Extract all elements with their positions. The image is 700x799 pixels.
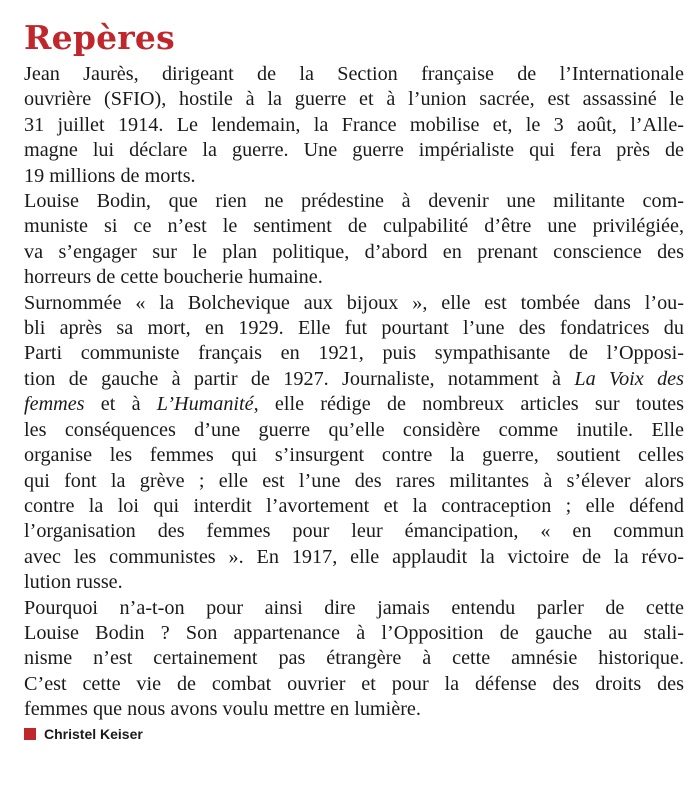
text-segment: 19 millions de morts. (24, 164, 196, 187)
text-segment: magne lui déclare la guerre. Une guerre impérialiste qui fera près de (24, 139, 684, 162)
text-line (24, 545, 684, 570)
text-line (24, 291, 684, 316)
text-line (24, 596, 684, 621)
text-segment: , elle rédige de nombreux articles sur toutes (253, 393, 684, 416)
text-line (24, 367, 684, 392)
text-line (24, 265, 684, 290)
italic-text: La Voix des (574, 367, 684, 390)
text-line (24, 418, 684, 443)
text-line (24, 621, 684, 646)
text-segment: ouvrière (SFIO), hostile à la guerre et à l’union sacrée, est assassiné le (24, 88, 684, 111)
text-line (24, 646, 684, 671)
text-line (24, 189, 684, 214)
text-line (24, 392, 684, 417)
text-line (24, 113, 684, 138)
text-segment: Louise Bodin ? Son appartenance à l’Opposition de gauche au stali- (24, 621, 684, 644)
text-segment: muniste si ce n’est le sentiment de culpabilité d’être une privilégiée, (24, 215, 684, 238)
text-line (24, 494, 684, 519)
text-segment: C’est cette vie de combat ouvrier et pour la défense des droits des (24, 672, 684, 695)
square-bullet-icon (24, 728, 36, 740)
text-segment: bli après sa mort, en 1929. Elle fut pourtant l’une des fondatrices du (24, 317, 684, 340)
article-title: Repères (24, 18, 175, 57)
text-segment: Surnommée « la Bolchevique aux bijoux », elle est tombée dans l’ou- (24, 291, 684, 314)
text-segment: va s’engager sur le plan politique, d’abord en prenant conscience des (24, 240, 684, 263)
italic-text: femmes (24, 393, 85, 416)
text-segment: avec les communistes ». En 1917, elle applaudit la victoire de la révo- (24, 545, 684, 568)
text-segment: tion de gauche à partir de 1927. Journaliste, notamment à (24, 367, 575, 390)
text-line (24, 240, 684, 265)
text-segment: les conséquences d’une guerre qu’elle considère comme inutile. Elle (24, 418, 684, 441)
author-name: Christel Keiser (44, 725, 143, 742)
text-line (24, 519, 684, 544)
text-line (24, 214, 684, 239)
text-line (24, 570, 684, 595)
text-line (24, 87, 684, 112)
text-line (24, 164, 684, 189)
text-segment: l’organisation des femmes pour leur émancipation, « en commun (24, 520, 684, 543)
paragraph (24, 62, 684, 189)
text-segment: femmes que nous avons voulu mettre en lumière. (24, 698, 421, 721)
article (24, 16, 684, 744)
text-segment: Jean Jaurès, dirigeant de la Section française de l’Internationale (24, 63, 684, 85)
paragraph (24, 596, 684, 723)
author-signature (24, 724, 684, 744)
text-segment: 31 juillet 1914. Le lendemain, la France mobilise et, le 3 août, l’Alle- (24, 113, 684, 136)
text-segment: qui font la grève ; elle est l’une des rares militantes à s’élever alors (24, 469, 684, 492)
text-line (24, 469, 684, 494)
text-segment: Pourquoi n’a-t-on pour ainsi dire jamais entendu parler de cette (24, 596, 684, 619)
italic-text: L’Humanité (156, 393, 254, 416)
text-segment: lution russe. (24, 571, 123, 594)
text-line (24, 316, 684, 341)
text-line (24, 62, 684, 87)
text-segment: horreurs de cette boucherie humaine. (24, 266, 323, 289)
text-segment: Louise Bodin, que rien ne prédestine à devenir une militante com- (24, 190, 684, 213)
article-body (24, 62, 684, 723)
text-line (24, 443, 684, 468)
paragraph (24, 189, 684, 291)
text-segment: Parti communiste français en 1921, puis sympathisante de l’Opposi- (24, 342, 684, 365)
paragraph (24, 291, 684, 596)
text-segment: organise les femmes qui s’insurgent contre la guerre, soutient celles (24, 444, 684, 467)
text-line (24, 138, 684, 163)
text-segment: et à (84, 393, 157, 416)
text-line (24, 672, 684, 697)
text-segment: nisme n’est certainement pas étrangère à cette amnésie historique. (24, 647, 684, 670)
text-segment: contre la loi qui interdit l’avortement et la contraception ; elle défend (24, 494, 684, 517)
text-line (24, 697, 684, 722)
text-line (24, 341, 684, 366)
